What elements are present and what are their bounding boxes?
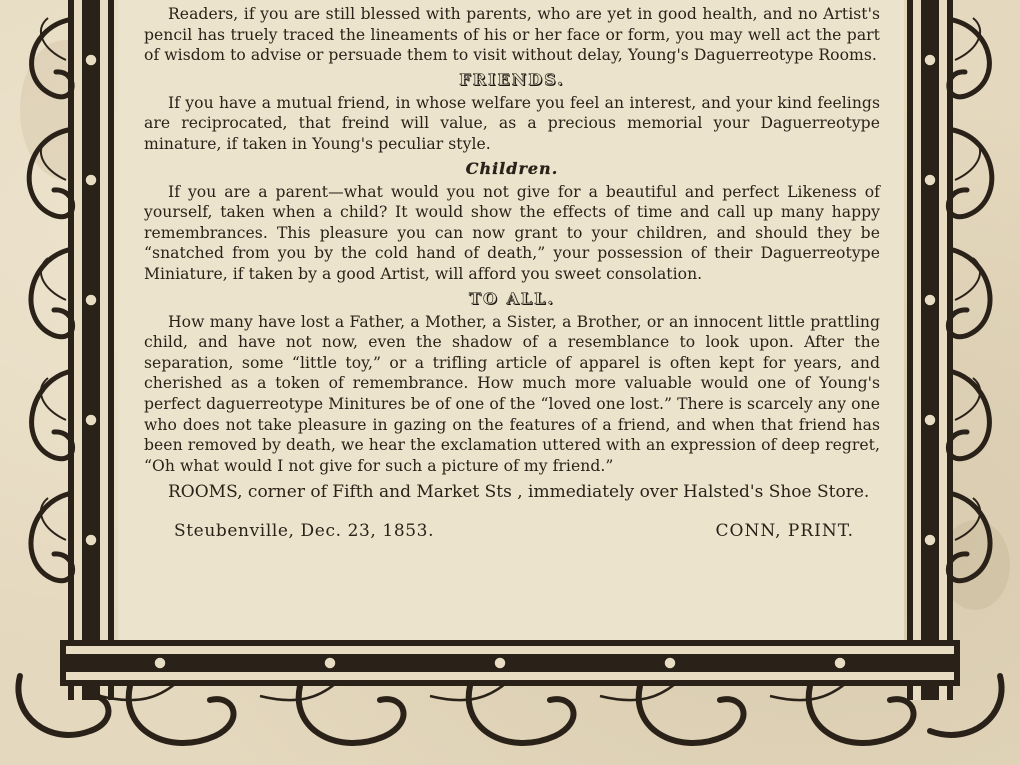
intro-paragraph: Readers, if you are still blessed with parents, who are yet in good health, and no Artist's pencil has truely traced the lineaments of his or her face or form, you may well act the part of wisdom to advise or persuade them to visit without delay, Young's Daguerreotype Rooms.: [144, 5, 880, 65]
place-and-date: Steubenville, Dec. 23, 1853.: [174, 521, 435, 542]
bottom-ornamental-border: [0, 636, 1020, 765]
heading-children: Children.: [465, 158, 559, 178]
left-ornamental-border: [8, 0, 116, 700]
rooms-address: ROOMS, corner of Fifth and Market Sts , immediately over Halsted's Shoe Store.: [168, 482, 870, 503]
friends-paragraph: If you have a mutual friend, in whose welfare you feel an interest, and your kind feelings are reciprocated, that freind will value, as a precious memorial your Daguerreotype minature, if taken in Young's peculiar style.: [144, 93, 880, 153]
imprint-line: [144, 521, 880, 549]
to-all-paragraph: How many have lost a Father, a Mother, a Sister, a Brother, or an innocent little prattling child, and have not now, even the shadow of a resemblance to look upon. After the separation, some “little toy,” or a trifling article of apparel is often kept for years, and cherished as a token of remembrance. How much more valuable would one of Young's perfect daguerreotype Minitures be of one of the “loved one lost.” There is scarcely any one who does not take pleasure in gazing on the features of a friend, and when that friend has been removed by death, we hear the exclamation uttered with an expression of deep regret, “Oh what would I not give for such a picture of my friend.”: [144, 312, 880, 475]
right-ornamental-border: [905, 0, 1013, 700]
broadside-text: [144, 4, 880, 549]
children-paragraph: If you are a parent—what would you not give for a beautiful and perfect Likeness of yourself, taken when a child? It would show the effects of time and call up many happy remembrances. This pleasure you can now grant to your children, and should they be “snatched from you by the cold hand of death,” your possession of their Daguerreotype Miniature, if taken by a good Artist, will afford you sweet consolation.: [144, 182, 880, 283]
heading-to-all: TO ALL.: [469, 288, 555, 308]
printer-credit: CONN, PRINT.: [715, 521, 854, 542]
heading-friends: FRIENDS.: [459, 69, 565, 89]
